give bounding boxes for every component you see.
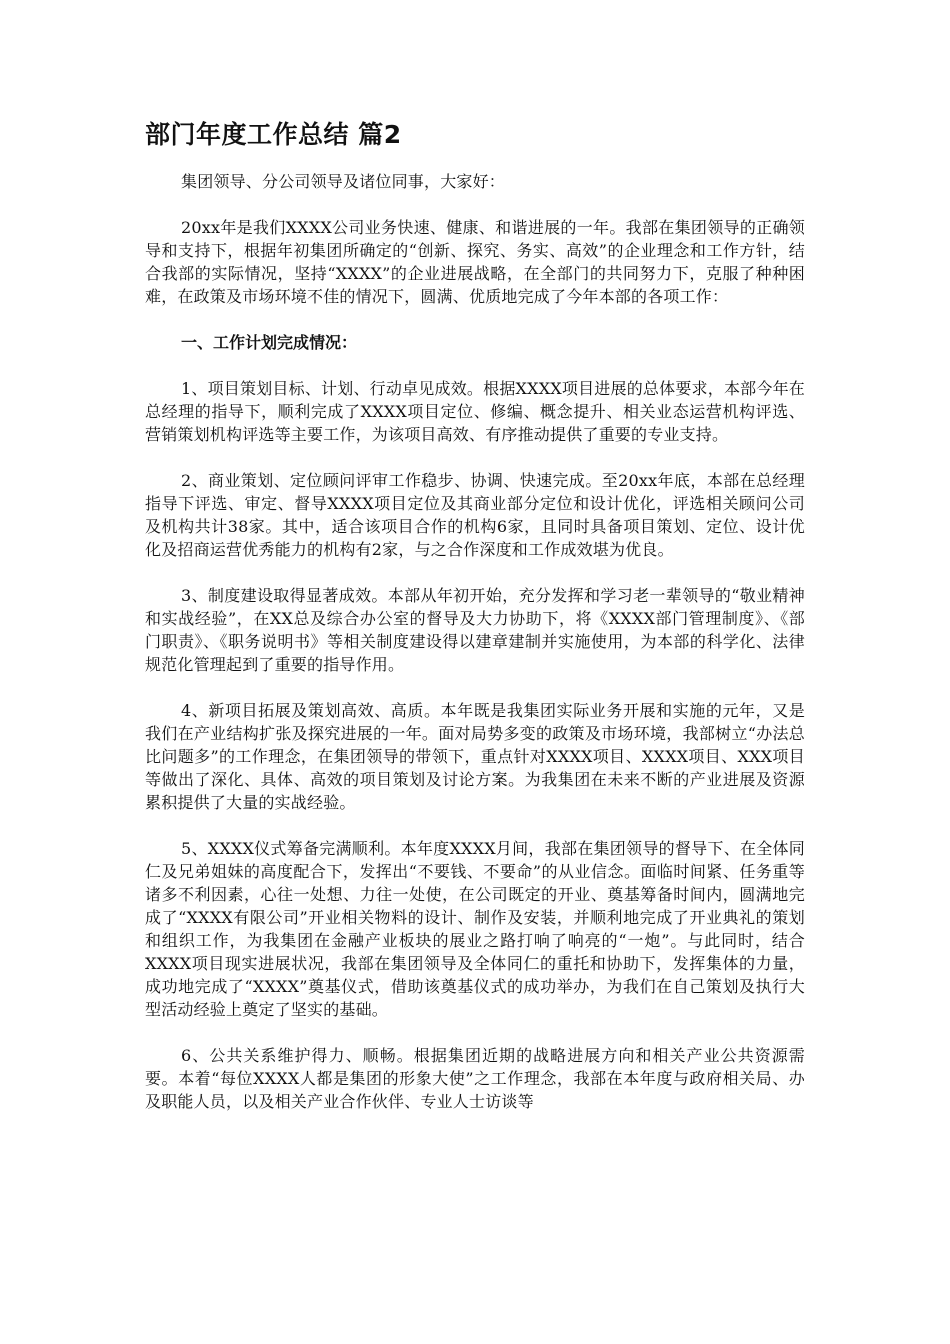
paragraph-item-2: 2、商业策划、定位顾问评审工作稳步、协调、快速完成。至20xx年底，本部在总经理指导下评选、审定、督导XXXX项目定位及其商业部分定位和设计优化，评选相关顾问公司及机构共计38家。其中，适合该项目合作的机构6家，且同时具备项目策划、定位、设计优化及招商运营优秀能力的机构有2家，与之合作深度和工作成效堪为优良。 xyxy=(145,471,805,559)
greeting-paragraph: 集团领导、分公司领导及诸位同事，大家好： xyxy=(181,172,506,191)
intro-paragraph: 20xx年是我们XXXX公司业务快速、健康、和谐进展的一年。我部在集团领导的正确领导和支持下，根据年初集团所确定的“创新、探究、务实、高效”的企业理念和工作方针，结合我部的实际情况，坚持“XXXX”的企业进展战略，在全部门的共同努力下，克服了种种困难，在政策及市场环境不佳的情况下，圆满、优质地完成了今年本部的各项工作： xyxy=(145,218,805,306)
document-title: 部门年度工作总结 篇2 xyxy=(145,120,402,149)
paragraph-item-3: 3、制度建设取得显著成效。本部从年初开始，充分发挥和学习老一辈领导的“敬业精神和实战经验”，在XX总及综合办公室的督导及大力协助下，将《XXXX部门管理制度》、《部门职责》、《职务说明书》等相关制度建设得以建章建制并实施使用，为本部的科学化、法律规范化管理起到了重要的指导作用。 xyxy=(145,586,805,674)
section-heading: 一、工作计划完成情况： xyxy=(181,333,358,352)
document-page xyxy=(145,118,805,1136)
paragraph-item-6: 6、公共关系维护得力、顺畅。根据集团近期的战略进展方向和相关产业公共资源需要。本着“每位XXXX人都是集团的形象大使”之工作理念，我部在本年度与政府相关局、办及职能人员，以及相关产业合作伙伴、专业人士访谈等 xyxy=(145,1046,805,1111)
paragraph-item-4: 4、新项目拓展及策划高效、高质。本年既是我集团实际业务开展和实施的元年，又是我们在产业结构扩张及探究进展的一年。面对局势多变的政策及市场环境，我部树立“办法总比问题多”的工作理念，在集团领导的带领下，重点针对XXXX项目、XXXX项目、XXX项目等做出了深化、具体、高效的项目策划及讨论方案。为我集团在未来不断的产业进展及资源累积提供了大量的实战经验。 xyxy=(145,701,805,812)
paragraph-item-1: 1、项目策划目标、计划、行动卓见成效。根据XXXX项目进展的总体要求，本部今年在总经理的指导下，顺利完成了XXXX项目定位、修编、概念提升、相关业态运营机构评选、营销策划机构评选等主要工作，为该项目高效、有序推动提供了重要的专业支持。 xyxy=(145,379,805,444)
paragraph-item-5: 5、XXXX仪式筹备完满顺利。本年度XXXX月间，我部在集团领导的督导下、在全体同仁及兄弟姐妹的高度配合下，发挥出“不要钱、不要命”的从业信念。面临时间紧、任务重等诸多不利因素，心往一处想、力往一处使，在公司既定的开业、奠基筹备时间内，圆满地完成了“XXXX有限公司”开业相关物料的设计、制作及安装，并顺利地完成了开业典礼的策划和组织工作，为我集团在金融产业板块的展业之路打响了响亮的“一炮”。与此同时，结合XXXX项目现实进展状况，我部在集团领导及全体同仁的重托和协助下，发挥集体的力量，成功地完成了“XXXX”奠基仪式，借助该奠基仪式的成功举办，为我们在自己策划及执行大型活动经验上奠定了坚实的基础。 xyxy=(145,839,805,1019)
